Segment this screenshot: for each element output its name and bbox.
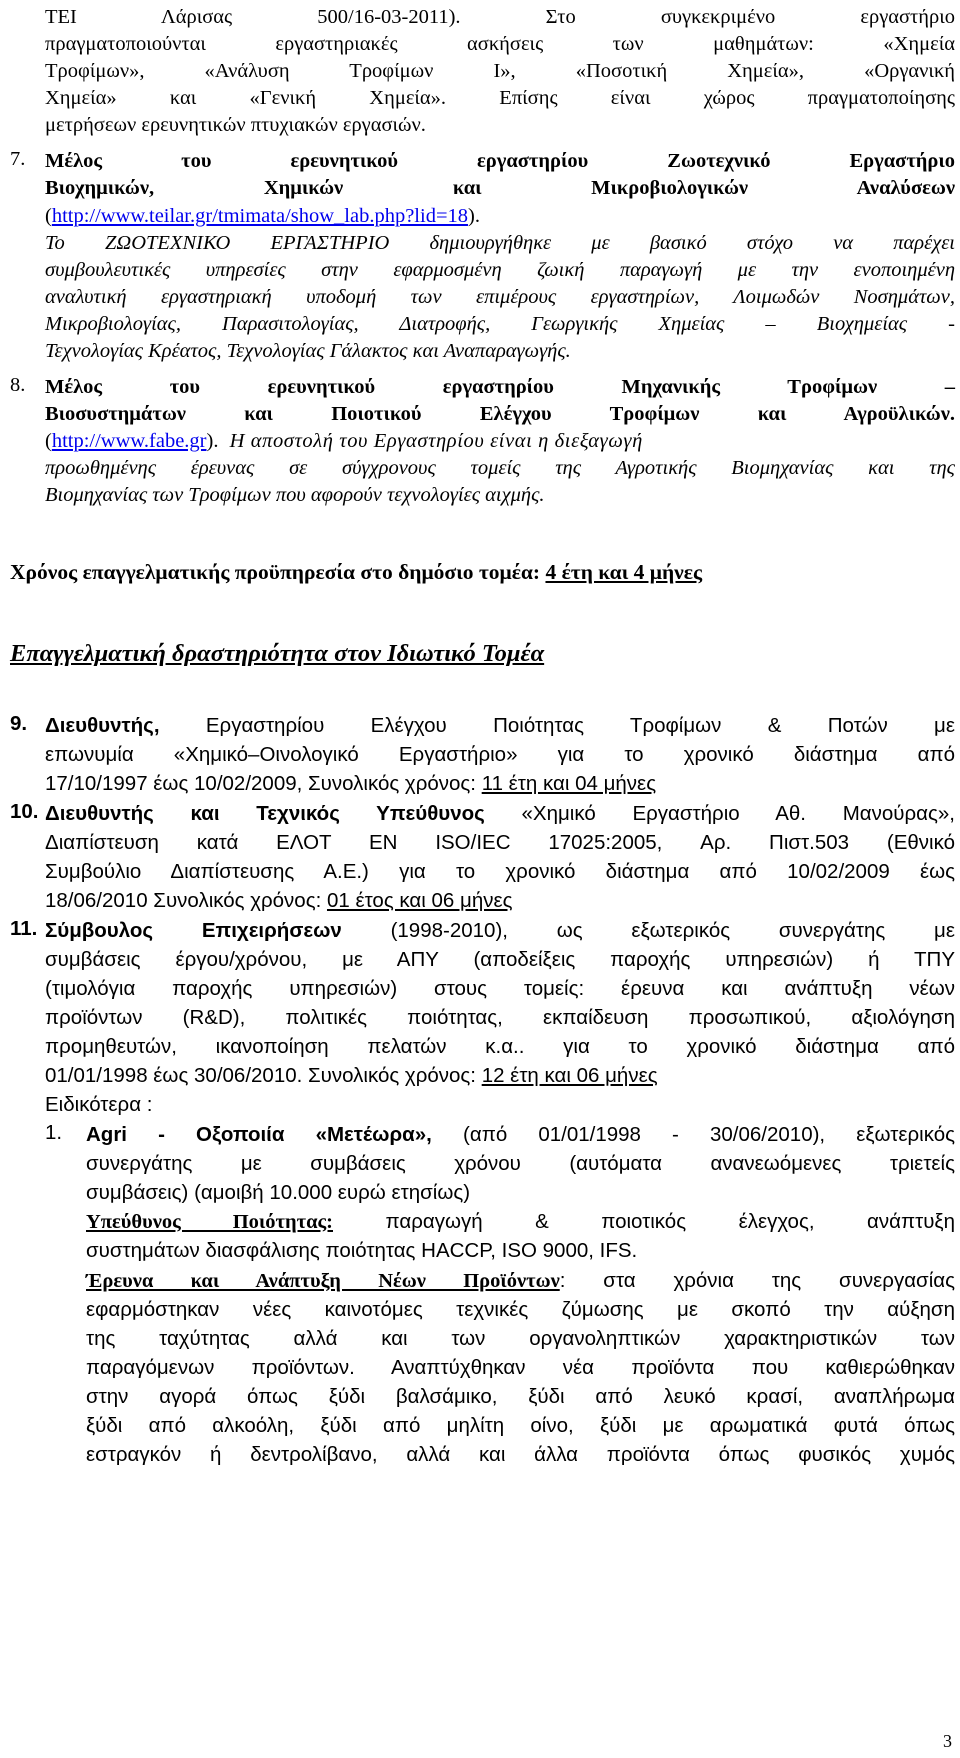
item-line: προμηθευτών, ικανοποίηση πελατών κ.α.. για το χρονικό διάστημα από (45, 1035, 955, 1058)
duration: 12 έτη και 06 μήνες (481, 1064, 658, 1087)
subitem-line: εστραγκόν ή δεντρολίβανο, αλλά και άλλα προϊόντα όπως φυσικός χυμός (86, 1443, 955, 1466)
item-line (45, 1062, 955, 1089)
duration: 01 έτος και 06 μήνες (326, 889, 513, 912)
item-text: 18/06/2010 Συνολικός χρόνος: (45, 889, 322, 912)
role-title: Σύμβουλος Επιχειρήσεων (45, 919, 342, 942)
subitem-number: 1. (45, 1121, 63, 1144)
item-line (45, 917, 955, 944)
item-line (45, 800, 955, 827)
description-line: Μικροβιολογίας, Παρασιτολογίας, Διατροφής, Γεωργικής Χημείας – Βιοχημείας - (45, 313, 955, 335)
item-line (45, 770, 955, 797)
item-text: Εργαστηρίου Ελέγχου Ποιότητας Τροφίμων & Ποτών με (205, 714, 955, 737)
subitem-line: συμβάσεις) (αμοιβή 10.000 ευρώ ετησίως) (86, 1181, 471, 1204)
public-label: Χρόνος επαγγελματικής προϋπηρεσία στο δημόσιο τομέα: (10, 560, 541, 584)
lab-title: Μέλος του ερευνητικού εργαστηρίου Ζωοτεχνικό Εργαστήριο (45, 150, 955, 172)
item-number: 7. (10, 148, 26, 170)
subitem-line (86, 1208, 955, 1236)
item-line: Ειδικότερα : (45, 1093, 153, 1116)
item-text: 01/01/1998 έως 30/06/2010. Συνολικός χρόνος: (45, 1064, 476, 1087)
description-line: Το ΖΩΟΤΕΧΝΙΚΟ ΕΡΓΑΣΤΗΡΙΟ δημιουργήθηκε με βασικό στόχο να παρέχει (45, 232, 955, 254)
public-value: 4 έτη και 4 μήνες (545, 560, 703, 584)
quality-title: Υπεύθυνος Ποιότητας: (86, 1211, 333, 1233)
role-title: Διευθυντής και Τεχνικός Υπεύθυνος (45, 802, 485, 825)
description-line: αναλυτική εργαστηριακή υποδομή των επιμέρους εργαστηρίων, Λοιμωδών Νοσημάτων, (45, 286, 955, 308)
subitem-line: ξύδι από αλκοόλη, ξύδι από μηλίτη οίνο, ξύδι με αρωματικά φυτά όπως (86, 1414, 955, 1437)
subitem-text: παραγωγή & ποιοτικός έλεγχος, ανάπτυξη (385, 1210, 955, 1233)
company-title: Agri - Οξοποιία «Μετέωρα», (86, 1123, 432, 1146)
text-line: μετρήσεων ερευνητικών πτυχιακών εργασιών. (45, 114, 426, 136)
description-line: προωθημένης έρευνας σε σύγχρονους τομείς της Αγροτικής Βιομηχανίας και της (45, 457, 955, 479)
subitem-line (86, 1121, 955, 1148)
paren: ( (45, 205, 52, 227)
subitem-line: εφαρμόστηκαν νέες καινοτόμες τεχνικές ζύμωσης με σκοπό την αύξηση (86, 1298, 955, 1321)
link-line (45, 203, 955, 230)
lab-title: Βιοσυστημάτων και Ποιοτικού Ελέγχου Τροφίμων και Αγροϋλικών. (45, 403, 955, 425)
paren: ). (468, 205, 480, 227)
item-line (45, 712, 955, 739)
item-text: (1998-2010), ως εξωτερικός συνεργάτης με (390, 919, 955, 942)
page-number: 3 (943, 1731, 952, 1751)
item-line: Συμβούλιο Διαπίστευσης Α.Ε.) για το χρονικό διάστημα από 10/02/2009 έως (45, 860, 955, 883)
duration: 11 έτη και 04 μήνες (481, 772, 657, 795)
item-line: επωνυμία «Χημικό–Οινολογικό Εργαστήριο» για το χρονικό διάστημα από (45, 743, 955, 766)
description-line: Τεχνολογίας Κρέατος, Τεχνολογίας Γάλακτος και Αναπαραγωγής. (45, 340, 571, 362)
subitem-line: συνεργάτης με συμβάσεις χρόνου (αυτόματα ανανεωόμενες τριετείς (86, 1152, 955, 1175)
text-line: Τροφίμων», «Ανάλυση Τροφίμων Ι», «Ποσοτική Χημεία», «Οργανική (45, 60, 955, 82)
item-line: προϊόντων (R&D), πολιτικές ποιότητας, εκπαίδευση προσωπικού, αξιολόγηση (45, 1006, 955, 1029)
subitem-line: παραγόμενων προϊόντων. Αναπτύχθηκαν νέα προϊόντα που καθιερώθηκαν (86, 1356, 955, 1379)
item-text: 17/10/1997 έως 10/02/2009, Συνολικός χρόνος: (45, 772, 476, 795)
item-line (45, 887, 955, 914)
item-line: Διαπίστευση κατά ΕΛΟΤ ΕΝ ISO/IEC 17025:2005, Αρ. Πιστ.503 (Εθνικό (45, 831, 955, 854)
description-text: Η αποστολή του Εργαστηρίου είναι η διεξαγωγή (229, 430, 643, 452)
subitem-line: συστημάτων διασφάλισης ποιότητας HACCP, ISO 9000, IFS. (86, 1239, 638, 1262)
lab-title: Μέλος του ερευνητικού εργαστηρίου Μηχανικής Τροφίμων – (45, 376, 955, 398)
text-line: Χημεία» και «Γενική Χημεία». Επίσης είναι χώρος πραγματοποίησης (45, 87, 955, 109)
item-number: 8. (10, 374, 26, 396)
subitem-line: της ταχύτητας αλλά και των οργανοληπτικών χαρακτηριστικών των (86, 1327, 955, 1350)
item-number: 9. (10, 712, 28, 735)
item-line: συμβάσεις έργου/χρόνου, με ΑΠΥ (αποδείξεις παροχής υπηρεσιών) ή ΤΠΥ (45, 948, 955, 971)
subitem-line: στην αγορά όπως ξύδι βαλσάμικο, ξύδι από λευκό κρασί, αναπλήρωμα (86, 1385, 955, 1408)
lab-link[interactable]: http://www.teilar.gr/tmimata/show_lab.php?lid=18 (51, 205, 469, 227)
research-title: Έρευνα και Ανάπτυξη Νέων Προϊόντων (86, 1270, 560, 1292)
role-title: Διευθυντής, (45, 714, 160, 737)
link-line (45, 428, 955, 455)
item-number: 11. (10, 917, 38, 940)
lab-title: Βιοχημικών, Χημικών και Μικροβιολογικών Αναλύσεων (45, 177, 955, 199)
subitem-text: (από 01/01/1998 - 30/06/2010), εξωτερικός (463, 1123, 956, 1146)
text-line: πραγματοποιούνται εργαστηριακές ασκήσεις των μαθημάτων: «Χημεία (45, 33, 955, 55)
text-line: ΤΕΙ Λάρισας 500/16-03-2011). Στο συγκεκριμένο εργαστήριο (45, 6, 955, 28)
paren: ). (206, 430, 219, 452)
description-line: Βιομηχανίας των Τροφίμων που αφορούν τεχνολογίες αιχμής. (45, 484, 545, 506)
subitem-text: : στα χρόνια της συνεργασίας (559, 1269, 955, 1292)
section-heading: Επαγγελματική δραστηριότητα στον Ιδιωτικό Τομέα (10, 640, 545, 667)
paren: ( (45, 430, 52, 452)
item-number: 10. (10, 800, 39, 823)
description-line: συμβουλευτικές υπηρεσίες στην εφαρμοσμένη ζωική παραγωγή με την ενοποιημένη (45, 259, 955, 281)
item-line: (τιμολόγια παροχής υπηρεσιών) στους τομείς: έρευνα και ανάπτυξη νέων (45, 977, 955, 1000)
item-text: «Χημικό Εργαστήριο Αθ. Μανούρας», (521, 802, 955, 825)
lab-link[interactable]: http://www.fabe.gr (51, 430, 207, 452)
subitem-line (86, 1267, 955, 1295)
public-experience (10, 560, 950, 585)
